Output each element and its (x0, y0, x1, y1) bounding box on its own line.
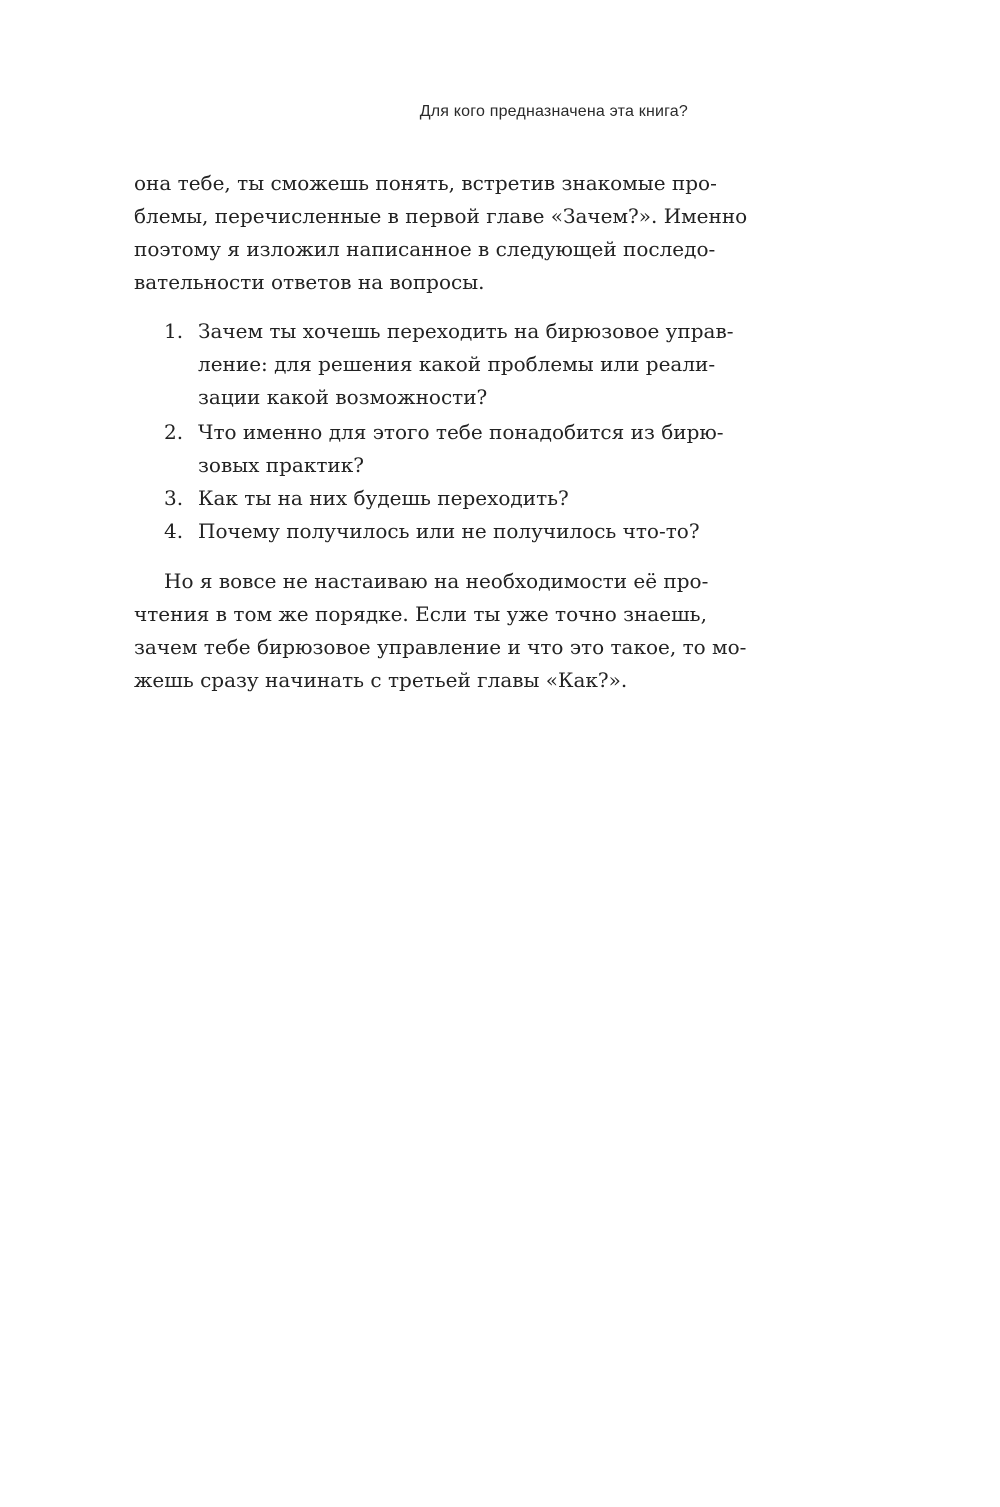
paragraph-line: блемы, перечисленные в первой главе «Зачем?». Именно (134, 204, 748, 228)
paragraph-line: чтения в том же порядке. Если ты уже точно знаешь, (134, 602, 707, 626)
list-item-number: 4. (164, 519, 184, 543)
list-item-number: 1. (164, 319, 184, 343)
paragraph-line: вательности ответов на вопросы. (134, 270, 485, 294)
list-item-line: Как ты на них будешь переходить? (198, 486, 569, 510)
list-item-line: ление: для решения какой проблемы или реали- (198, 352, 716, 376)
paragraph-line: она тебе, ты сможешь понять, встретив знакомые про- (134, 171, 717, 195)
list-item-line: зовых практик? (198, 453, 364, 477)
list-item-line: зации какой возможности? (198, 385, 488, 409)
paragraph-line: жешь сразу начинать с третьей главы «Как?». (134, 668, 628, 692)
list-item-number: 2. (164, 420, 184, 444)
list-item-line: Что именно для этого тебе понадобится из бирю- (198, 420, 724, 444)
running-head: Для кого предназначена эта книга? (419, 103, 688, 120)
list-item-line: Зачем ты хочешь переходить на бирюзовое управ- (198, 319, 734, 343)
paragraph-line: поэтому я изложил написанное в следующей последо- (134, 237, 716, 261)
paragraph-line: Но я вовсе не настаиваю на необходимости её про- (164, 569, 709, 593)
list-item-number: 3. (164, 486, 184, 510)
list-item-line: Почему получилось или не получилось что-то? (198, 519, 700, 543)
paragraph-line: зачем тебе бирюзовое управление и что это такое, то мо- (134, 635, 747, 659)
